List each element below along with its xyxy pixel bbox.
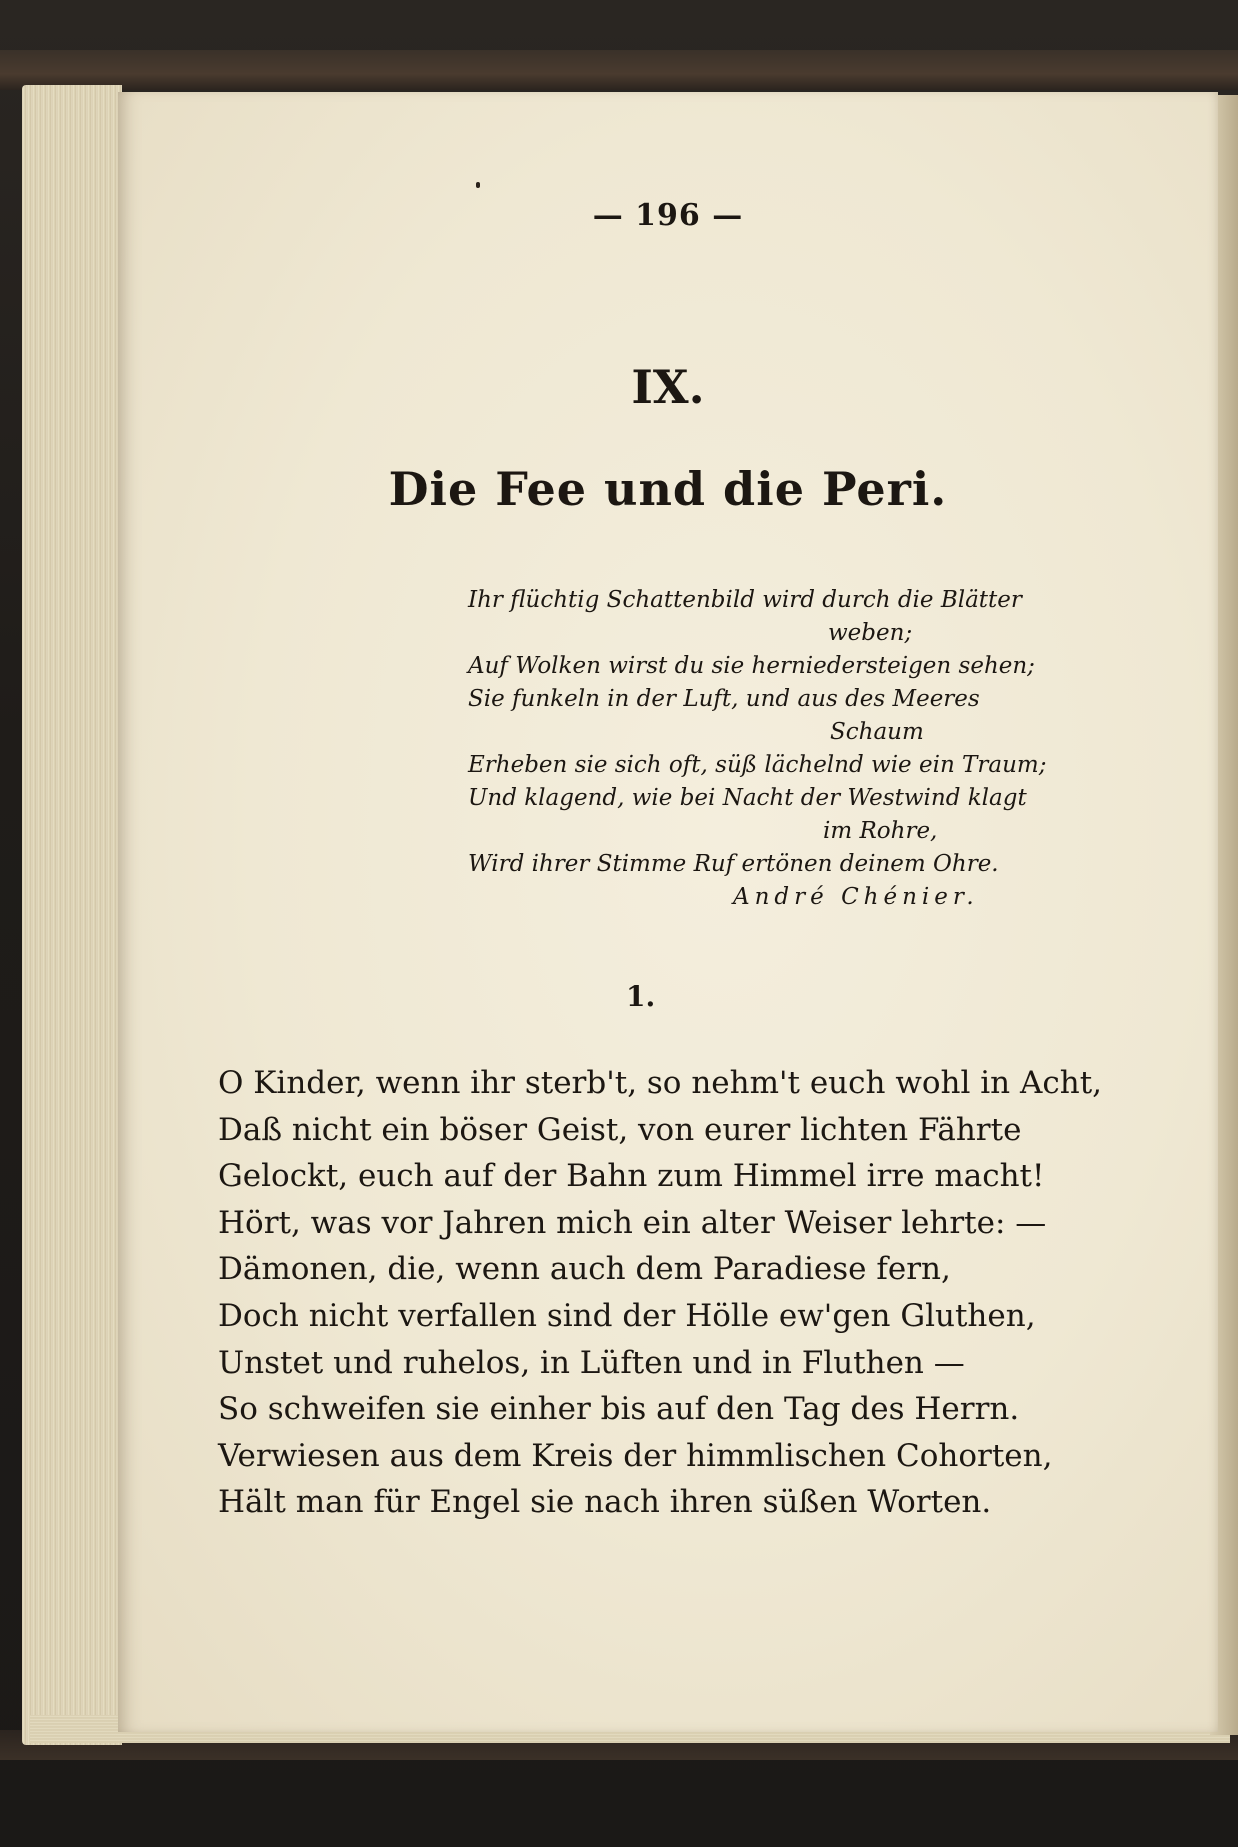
- chapter-number: IX.: [631, 360, 705, 414]
- poem-line: Dämonen, die, wenn auch dem Paradiese fern,: [218, 1251, 951, 1288]
- epigraph-line: weben;: [828, 620, 913, 646]
- poem-line: Hält man für Engel sie nach ihren süßen Worten.: [218, 1484, 992, 1521]
- epigraph-line: Erheben sie sich oft, süß lächelnd wie ein Traum;: [468, 752, 1047, 778]
- epigraph-line: Und klagend, wie bei Nacht der Westwind klagt: [468, 785, 1027, 811]
- epigraph: [468, 584, 1078, 914]
- poem-line: Gelockt, euch auf der Bahn zum Himmel irre macht!: [218, 1158, 1045, 1195]
- poem-line: O Kinder, wenn ihr sterb't, so nehm't euch wohl in Acht,: [218, 1065, 1103, 1101]
- poem-line: Doch nicht verfallen sind der Hölle ew'gen Gluthen,: [218, 1297, 1036, 1334]
- epigraph-line: Wird ihrer Stimme Ruf ertönen deinem Ohre.: [468, 851, 999, 877]
- ink-speck: [476, 182, 480, 188]
- epigraph-author: André Chénier.: [733, 884, 979, 910]
- page-number: — 196 —: [592, 198, 744, 233]
- poem-line: So schweifen sie einher bis auf den Tag des Herrn.: [218, 1391, 1020, 1428]
- poem-line: Verwiesen aus dem Kreis der himmlischen Cohorten,: [218, 1437, 1053, 1474]
- epigraph-line: Ihr flüchtig Schattenbild wird durch die Blätter: [468, 587, 1022, 613]
- epigraph-line: im Rohre,: [823, 818, 938, 844]
- poem-line: Daß nicht ein böser Geist, von eurer lichten Fährte: [218, 1111, 1022, 1148]
- epigraph-line: Auf Wolken wirst du sie herniedersteigen sehen;: [468, 653, 1035, 679]
- section-number: 1.: [626, 980, 656, 1013]
- epigraph-line: Schaum: [830, 719, 924, 745]
- poem-stanza: [218, 1060, 1118, 1526]
- epigraph-line: Sie funkeln in der Luft, und aus des Meeres: [468, 686, 980, 712]
- page-stack-left: [22, 85, 122, 1745]
- book-cover-top: [0, 50, 1238, 90]
- poem-line: Hört, was vor Jahren mich ein alter Weiser lehrte: —: [218, 1204, 1047, 1241]
- poem-title: Die Fee und die Peri.: [388, 462, 948, 516]
- poem-line: Unstet und ruhelos, in Lüften und in Fluthen —: [218, 1344, 965, 1381]
